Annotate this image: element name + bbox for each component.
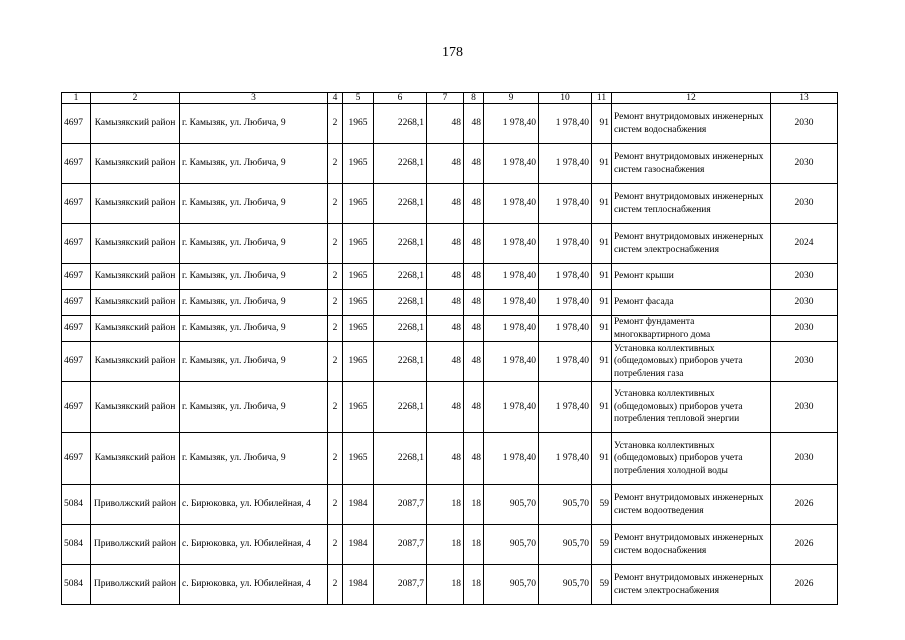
address-cell: с. Бирюковка, ул. Юбилейная, 4 — [180, 525, 328, 565]
address-cell: г. Камызяк, ул. Любича, 9 — [180, 144, 328, 184]
address-cell: г. Камызяк, ул. Любича, 9 — [180, 264, 328, 290]
col8-cell: 48 — [464, 342, 484, 382]
col11-cell: 91 — [592, 316, 612, 342]
table-row — [62, 104, 838, 144]
table-row — [62, 485, 838, 525]
col8-cell: 48 — [464, 382, 484, 433]
address-cell: с. Бирюковка, ул. Юбилейная, 4 — [180, 485, 328, 525]
table-row — [62, 433, 838, 485]
cost-total-cell: 1 978,40 — [539, 290, 592, 316]
area-cell: 2087,7 — [374, 565, 427, 605]
table-row — [62, 264, 838, 290]
object-id: 4697 — [62, 342, 91, 382]
col7-cell: 48 — [427, 264, 464, 290]
column-header-8: 8 — [464, 93, 484, 104]
year-cell: 1965 — [343, 382, 374, 433]
object-id: 5084 — [62, 525, 91, 565]
cost-cell: 905,70 — [484, 485, 539, 525]
col7-cell: 48 — [427, 382, 464, 433]
col8-cell: 48 — [464, 433, 484, 485]
cost-cell: 1 978,40 — [484, 104, 539, 144]
work-type-cell: Установка коллективных (общедомовых) приборов учета потребления тепловой энергии — [612, 382, 771, 433]
col7-cell: 48 — [427, 144, 464, 184]
district-cell: Приволжский район — [91, 485, 180, 525]
column-header-10: 10 — [539, 93, 592, 104]
year-cell: 1984 — [343, 565, 374, 605]
address-cell: г. Камызяк, ул. Любича, 9 — [180, 224, 328, 264]
cost-total-cell: 1 978,40 — [539, 104, 592, 144]
district-cell: Камызякский район — [91, 342, 180, 382]
table-row — [62, 382, 838, 433]
area-cell: 2268,1 — [374, 224, 427, 264]
cost-total-cell: 905,70 — [539, 525, 592, 565]
object-id: 4697 — [62, 104, 91, 144]
cost-total-cell: 1 978,40 — [539, 342, 592, 382]
district-cell: Камызякский район — [91, 184, 180, 224]
col11-cell: 91 — [592, 382, 612, 433]
cost-cell: 1 978,40 — [484, 290, 539, 316]
area-cell: 2087,7 — [374, 485, 427, 525]
floors-cell: 2 — [328, 144, 343, 184]
table-body — [62, 104, 838, 605]
col7-cell: 48 — [427, 290, 464, 316]
col7-cell: 18 — [427, 565, 464, 605]
area-cell: 2268,1 — [374, 316, 427, 342]
col11-cell: 59 — [592, 525, 612, 565]
term-cell: 2030 — [771, 144, 838, 184]
cost-total-cell: 1 978,40 — [539, 382, 592, 433]
table-row — [62, 290, 838, 316]
col8-cell: 48 — [464, 144, 484, 184]
object-id: 5084 — [62, 565, 91, 605]
object-id: 4697 — [62, 382, 91, 433]
col11-cell: 91 — [592, 264, 612, 290]
district-cell: Камызякский район — [91, 144, 180, 184]
floors-cell: 2 — [328, 525, 343, 565]
term-cell: 2030 — [771, 342, 838, 382]
district-cell: Камызякский район — [91, 316, 180, 342]
area-cell: 2268,1 — [374, 433, 427, 485]
col11-cell: 91 — [592, 342, 612, 382]
work-type-cell: Ремонт фундамента многоквартирного дома — [612, 316, 771, 342]
column-header-12: 12 — [612, 93, 771, 104]
column-number-row — [62, 93, 838, 104]
year-cell: 1965 — [343, 290, 374, 316]
work-type-cell: Ремонт внутридомовых инженерных систем газоснабжения — [612, 144, 771, 184]
district-cell: Камызякский район — [91, 382, 180, 433]
cost-total-cell: 1 978,40 — [539, 144, 592, 184]
year-cell: 1965 — [343, 433, 374, 485]
col11-cell: 59 — [592, 485, 612, 525]
district-cell: Камызякский район — [91, 104, 180, 144]
cost-total-cell: 1 978,40 — [539, 264, 592, 290]
work-type-cell: Ремонт внутридомовых инженерных систем электроснабжения — [612, 565, 771, 605]
work-type-cell: Ремонт внутридомовых инженерных систем теплоснабжения — [612, 184, 771, 224]
object-id: 4697 — [62, 184, 91, 224]
col7-cell: 48 — [427, 316, 464, 342]
cost-cell: 1 978,40 — [484, 184, 539, 224]
floors-cell: 2 — [328, 382, 343, 433]
col8-cell: 18 — [464, 525, 484, 565]
address-cell: г. Камызяк, ул. Любича, 9 — [180, 433, 328, 485]
cost-total-cell: 1 978,40 — [539, 184, 592, 224]
page-number: 178 — [442, 45, 463, 60]
cost-cell: 1 978,40 — [484, 433, 539, 485]
year-cell: 1984 — [343, 485, 374, 525]
col8-cell: 18 — [464, 565, 484, 605]
column-header-4: 4 — [328, 93, 343, 104]
term-cell: 2030 — [771, 433, 838, 485]
area-cell: 2268,1 — [374, 144, 427, 184]
area-cell: 2268,1 — [374, 290, 427, 316]
area-cell: 2268,1 — [374, 184, 427, 224]
col8-cell: 48 — [464, 104, 484, 144]
col7-cell: 48 — [427, 184, 464, 224]
col11-cell: 59 — [592, 565, 612, 605]
col7-cell: 18 — [427, 525, 464, 565]
object-id: 4697 — [62, 290, 91, 316]
table-row — [62, 144, 838, 184]
year-cell: 1965 — [343, 144, 374, 184]
term-cell: 2030 — [771, 104, 838, 144]
district-cell: Камызякский район — [91, 264, 180, 290]
col11-cell: 91 — [592, 224, 612, 264]
column-header-1: 1 — [62, 93, 91, 104]
floors-cell: 2 — [328, 565, 343, 605]
col8-cell: 48 — [464, 184, 484, 224]
col11-cell: 91 — [592, 290, 612, 316]
col11-cell: 91 — [592, 104, 612, 144]
object-id: 4697 — [62, 264, 91, 290]
floors-cell: 2 — [328, 433, 343, 485]
col7-cell: 18 — [427, 485, 464, 525]
term-cell: 2030 — [771, 184, 838, 224]
cost-total-cell: 1 978,40 — [539, 433, 592, 485]
col7-cell: 48 — [427, 104, 464, 144]
col7-cell: 48 — [427, 224, 464, 264]
term-cell: 2026 — [771, 525, 838, 565]
work-type-cell: Установка коллективных (общедомовых) приборов учета потребления газа — [612, 342, 771, 382]
address-cell: г. Камызяк, ул. Любича, 9 — [180, 290, 328, 316]
year-cell: 1984 — [343, 525, 374, 565]
work-type-cell: Ремонт внутридомовых инженерных систем водоотведения — [612, 485, 771, 525]
column-header-6: 6 — [374, 93, 427, 104]
cost-cell: 1 978,40 — [484, 382, 539, 433]
cost-total-cell: 1 978,40 — [539, 224, 592, 264]
col8-cell: 48 — [464, 224, 484, 264]
address-cell: с. Бирюковка, ул. Юбилейная, 4 — [180, 565, 328, 605]
floors-cell: 2 — [328, 290, 343, 316]
district-cell: Приволжский район — [91, 565, 180, 605]
register-table — [61, 92, 838, 605]
work-type-cell: Ремонт крыши — [612, 264, 771, 290]
term-cell: 2030 — [771, 264, 838, 290]
column-header-3: 3 — [180, 93, 328, 104]
column-header-7: 7 — [427, 93, 464, 104]
term-cell: 2026 — [771, 565, 838, 605]
floors-cell: 2 — [328, 485, 343, 525]
floors-cell: 2 — [328, 264, 343, 290]
year-cell: 1965 — [343, 104, 374, 144]
table-row — [62, 342, 838, 382]
address-cell: г. Камызяк, ул. Любича, 9 — [180, 104, 328, 144]
address-cell: г. Камызяк, ул. Любича, 9 — [180, 342, 328, 382]
col7-cell: 48 — [427, 433, 464, 485]
cost-total-cell: 1 978,40 — [539, 316, 592, 342]
floors-cell: 2 — [328, 316, 343, 342]
col8-cell: 48 — [464, 264, 484, 290]
term-cell: 2026 — [771, 485, 838, 525]
district-cell: Приволжский район — [91, 525, 180, 565]
table-row — [62, 224, 838, 264]
table-row — [62, 184, 838, 224]
work-type-cell: Ремонт внутридомовых инженерных систем водоснабжения — [612, 104, 771, 144]
year-cell: 1965 — [343, 342, 374, 382]
column-header-5: 5 — [343, 93, 374, 104]
column-header-13: 13 — [771, 93, 838, 104]
table-row — [62, 525, 838, 565]
term-cell: 2030 — [771, 316, 838, 342]
object-id: 4697 — [62, 433, 91, 485]
address-cell: г. Камызяк, ул. Любича, 9 — [180, 316, 328, 342]
area-cell: 2268,1 — [374, 104, 427, 144]
cost-cell: 1 978,40 — [484, 316, 539, 342]
work-type-cell: Ремонт внутридомовых инженерных систем водоснабжения — [612, 525, 771, 565]
col8-cell: 48 — [464, 290, 484, 316]
cost-total-cell: 905,70 — [539, 485, 592, 525]
area-cell: 2268,1 — [374, 382, 427, 433]
work-type-cell: Ремонт внутридомовых инженерных систем электроснабжения — [612, 224, 771, 264]
district-cell: Камызякский район — [91, 290, 180, 316]
cost-cell: 1 978,40 — [484, 342, 539, 382]
cost-total-cell: 905,70 — [539, 565, 592, 605]
floors-cell: 2 — [328, 224, 343, 264]
term-cell: 2030 — [771, 290, 838, 316]
floors-cell: 2 — [328, 184, 343, 224]
col11-cell: 91 — [592, 144, 612, 184]
col11-cell: 91 — [592, 184, 612, 224]
col11-cell: 91 — [592, 433, 612, 485]
table-row — [62, 565, 838, 605]
work-type-cell: Установка коллективных (общедомовых) приборов учета потребления холодной воды — [612, 433, 771, 485]
cost-cell: 905,70 — [484, 525, 539, 565]
object-id: 4697 — [62, 224, 91, 264]
floors-cell: 2 — [328, 342, 343, 382]
term-cell: 2030 — [771, 382, 838, 433]
col8-cell: 48 — [464, 316, 484, 342]
table-row — [62, 316, 838, 342]
column-header-9: 9 — [484, 93, 539, 104]
object-id: 4697 — [62, 316, 91, 342]
address-cell: г. Камызяк, ул. Любича, 9 — [180, 382, 328, 433]
object-id: 5084 — [62, 485, 91, 525]
cost-cell: 1 978,40 — [484, 264, 539, 290]
work-type-cell: Ремонт фасада — [612, 290, 771, 316]
year-cell: 1965 — [343, 316, 374, 342]
district-cell: Камызякский район — [91, 433, 180, 485]
column-header-11: 11 — [592, 93, 612, 104]
floors-cell: 2 — [328, 104, 343, 144]
column-header-2: 2 — [91, 93, 180, 104]
year-cell: 1965 — [343, 224, 374, 264]
cost-cell: 905,70 — [484, 565, 539, 605]
year-cell: 1965 — [343, 264, 374, 290]
area-cell: 2268,1 — [374, 264, 427, 290]
col8-cell: 18 — [464, 485, 484, 525]
cost-cell: 1 978,40 — [484, 224, 539, 264]
address-cell: г. Камызяк, ул. Любича, 9 — [180, 184, 328, 224]
col7-cell: 48 — [427, 342, 464, 382]
term-cell: 2024 — [771, 224, 838, 264]
district-cell: Камызякский район — [91, 224, 180, 264]
cost-cell: 1 978,40 — [484, 144, 539, 184]
area-cell: 2268,1 — [374, 342, 427, 382]
year-cell: 1965 — [343, 184, 374, 224]
area-cell: 2087,7 — [374, 525, 427, 565]
object-id: 4697 — [62, 144, 91, 184]
